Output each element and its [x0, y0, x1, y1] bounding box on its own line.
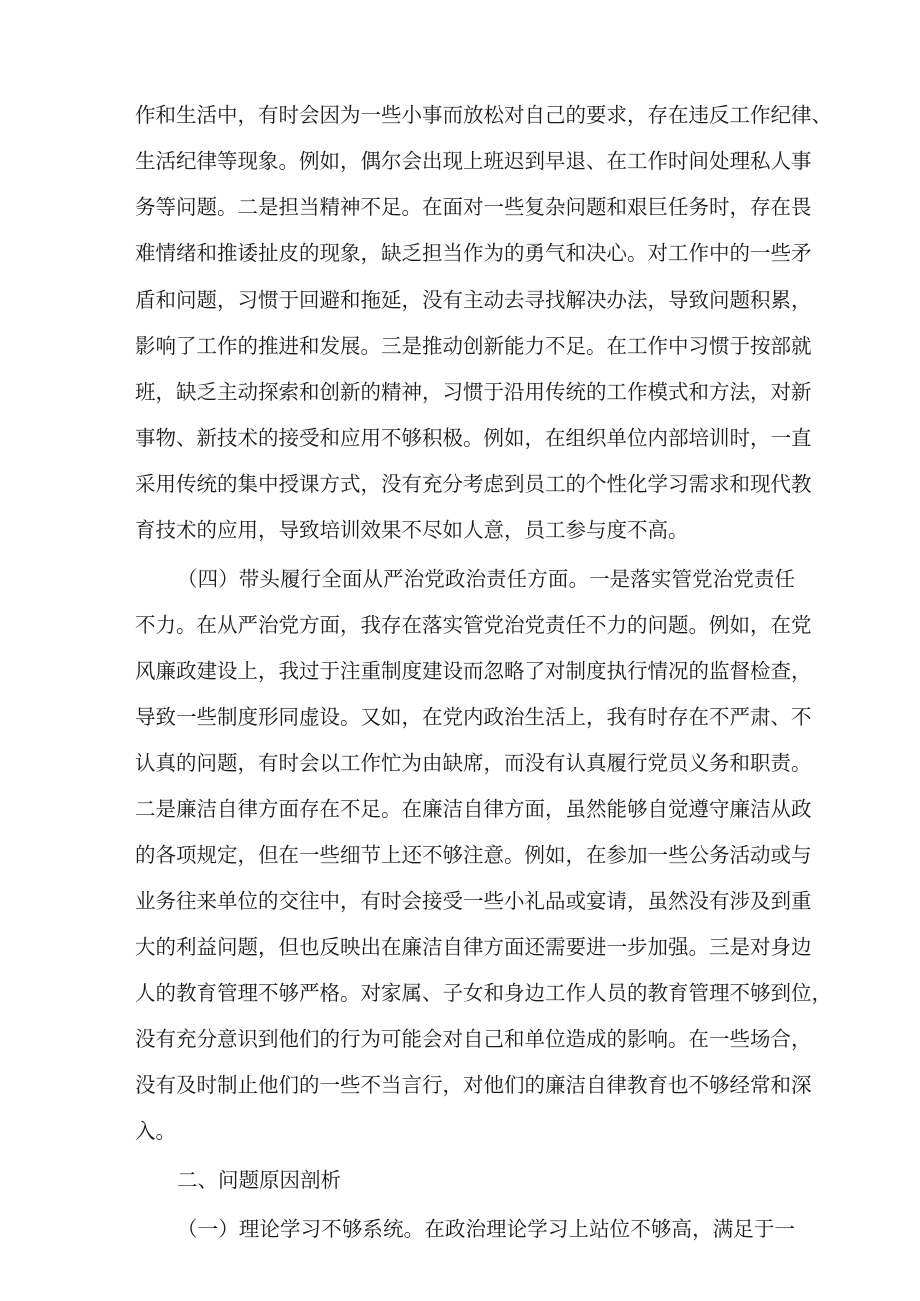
text-line: 的各项规定，但在一些细节上还不够注意。例如，在参加一些公务活动或与 — [135, 843, 812, 867]
text-line: 业务往来单位的交往中，有时会接受一些小礼品或宴请，虽然没有涉及到重 — [135, 889, 812, 913]
text-line: 大的利益问题，但也反映出在廉洁自律方面还需要进一步加强。三是对身边 — [135, 935, 812, 959]
text-line: 影响了工作的推进和发展。三是推动创新能力不足。在工作中习惯于按部就 — [135, 334, 812, 358]
section-four-heading-line: （四）带头履行全面从严治党政治责任方面。一是落实管党治党责任 — [177, 567, 795, 591]
text-line: 认真的问题，有时会以工作忙为由缺席，而没有认真履行党员义务和职责。 — [135, 751, 812, 775]
text-line: 务等问题。二是担当精神不足。在面对一些复杂问题和艰巨任务时，存在畏 — [135, 195, 812, 219]
text-line: 人的教育管理不够严格。对家属、子女和身边工作人员的教育管理不够到位， — [135, 981, 832, 1005]
text-line: 难情绪和推诿扯皮的现象，缺乏担当作为的勇气和决心。对工作中的一些矛 — [135, 241, 812, 265]
text-line: 没有及时制止他们的一些不当言行，对他们的廉洁自律教育也不够经常和深 — [135, 1073, 812, 1097]
subsection-heading-line: （一）理论学习不够系统。在政治理论学习上站位不够高，满足于一 — [177, 1217, 795, 1241]
text-line: 风廉政建设上，我过于注重制度建设而忽略了对制度执行情况的监督检查， — [135, 659, 812, 683]
text-line: 生活纪律等现象。例如，偶尔会出现上班迟到早退、在工作时间处理私人事 — [135, 149, 812, 173]
text-line: 二是廉洁自律方面存在不足。在廉洁自律方面，虽然能够自觉遵守廉洁从政 — [135, 797, 812, 821]
text-line: 事物、新技术的接受和应用不够积极。例如，在组织单位内部培训时，一直 — [135, 426, 812, 450]
text-line: 没有充分意识到他们的行为可能会对自己和单位造成的影响。在一些场合， — [135, 1027, 812, 1051]
text-line: 班，缺乏主动探索和创新的精神，习惯于沿用传统的工作模式和方法，对新 — [135, 380, 812, 404]
text-line: 入。 — [135, 1119, 176, 1143]
text-line: 不力。在从严治党方面，我存在落实管党治党责任不力的问题。例如，在党 — [135, 613, 812, 637]
text-line: 作和生活中，有时会因为一些小事而放松对自己的要求，存在违反工作纪律、 — [135, 103, 832, 127]
text-line: 导致一些制度形同虚设。又如，在党内政治生活上，我有时存在不严肃、不 — [135, 705, 812, 729]
text-line: 盾和问题，习惯于回避和拖延，没有主动去寻找解决办法，导致问题积累， — [135, 288, 812, 312]
section-heading: 二、问题原因剖析 — [177, 1168, 341, 1192]
text-line: 育技术的应用，导致培训效果不尽如人意，员工参与度不高。 — [135, 518, 689, 542]
text-line: 采用传统的集中授课方式，没有充分考虑到员工的个性化学习需求和现代教 — [135, 472, 812, 496]
